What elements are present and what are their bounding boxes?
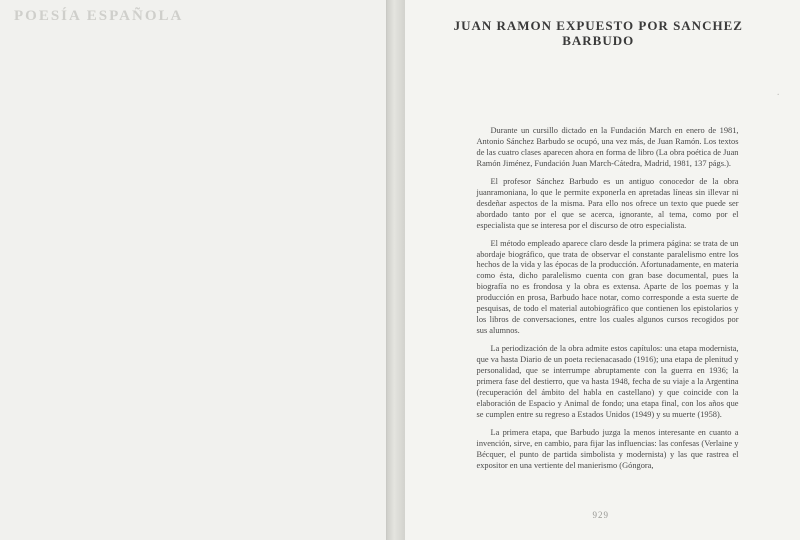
article-title-line-2: BARBUDO (562, 33, 635, 48)
left-page-bleed-through-text: POESÍA ESPAÑOLA (14, 8, 184, 24)
paragraph-5: La primera etapa, que Barbudo juzga la menos interesante en cuanto a invención, sirve, en cambio, para fijar las influencias: las confesas (Verlaine y Bécquer, el punto de partida simbolista y modernista) y las que rastrea el expositor en una vertiente del manierismo (Góngora, (476, 427, 739, 470)
article-title (439, 18, 759, 48)
paragraph-2: El profesor Sánchez Barbudo es un antiguo conocedor de la obra juanramoniana, lo que le permite exponerla en apretadas líneas sin illevar ni desdeñar aspectos de la misma. Para ello nos ofrece un texto que puede ser abordado tanto por el que se acerca, ignorante, al tema, como por el especialista que se interesa por el discurso de otro especialista. (476, 176, 739, 230)
article-body (477, 126, 739, 479)
margin-mark: · (776, 90, 780, 101)
paragraph-1: Durante un cursillo dictado en la Fundación March en enero de 1981, Antonio Sánchez Barbudo se ocupó, una vez más, de Juan Ramón. Los textos de las cuatro clases aparecen ahora en forma de libro (La obra poética de Juan Ramón Jiménez, Fundación Juan March-Cátedra, Madrid, 1981, 137 págs.). (476, 126, 739, 168)
book-gutter (387, 0, 405, 540)
right-page (405, 0, 800, 540)
article-title-line-1: JUAN RAMON EXPUESTO POR SANCHEZ (453, 18, 743, 33)
left-page (0, 0, 387, 540)
page-number: 929 (592, 510, 609, 520)
paragraph-4: La periodización de la obra admite estos capítulos: una etapa modernista, que va hasta Diario de un poeta recienacasado (1916); una etapa de plenitud y personalidad, que se interrumpe abruptamente con la guerra en 1936; la primera fase del destierro, que va hasta 1948, fecha de su viaje a la Argentina (recuperación del ámbito del habla en castellano) y que coincide con la elaboración de Espacio y Animal de fondo; una etapa final, con los años que se cumplen entre su regreso a Estados Unidos (1949) y su muerte (1958). (476, 344, 739, 419)
paragraph-3: El método empleado aparece claro desde la primera página: se trata de un abordaje biográfico, que trata de observar el constante paralelismo entre los hechos de la vida y las épocas de la producción. Afortunadamente, en materia como ésta, dicho paralelismo cuenta con gran base documental, pues la biografía no es frondosa y la obra es extensa. Aparte de los poemas y la producción en prosa, Barbudo hace notar, como corresponde a esta suerte de pesquisas, de todo el material autobiográfico que contienen los epistolarios y los libros de conversaciones, entre los cuales algunos cursos recogidos por sus alumnos. (476, 238, 739, 336)
